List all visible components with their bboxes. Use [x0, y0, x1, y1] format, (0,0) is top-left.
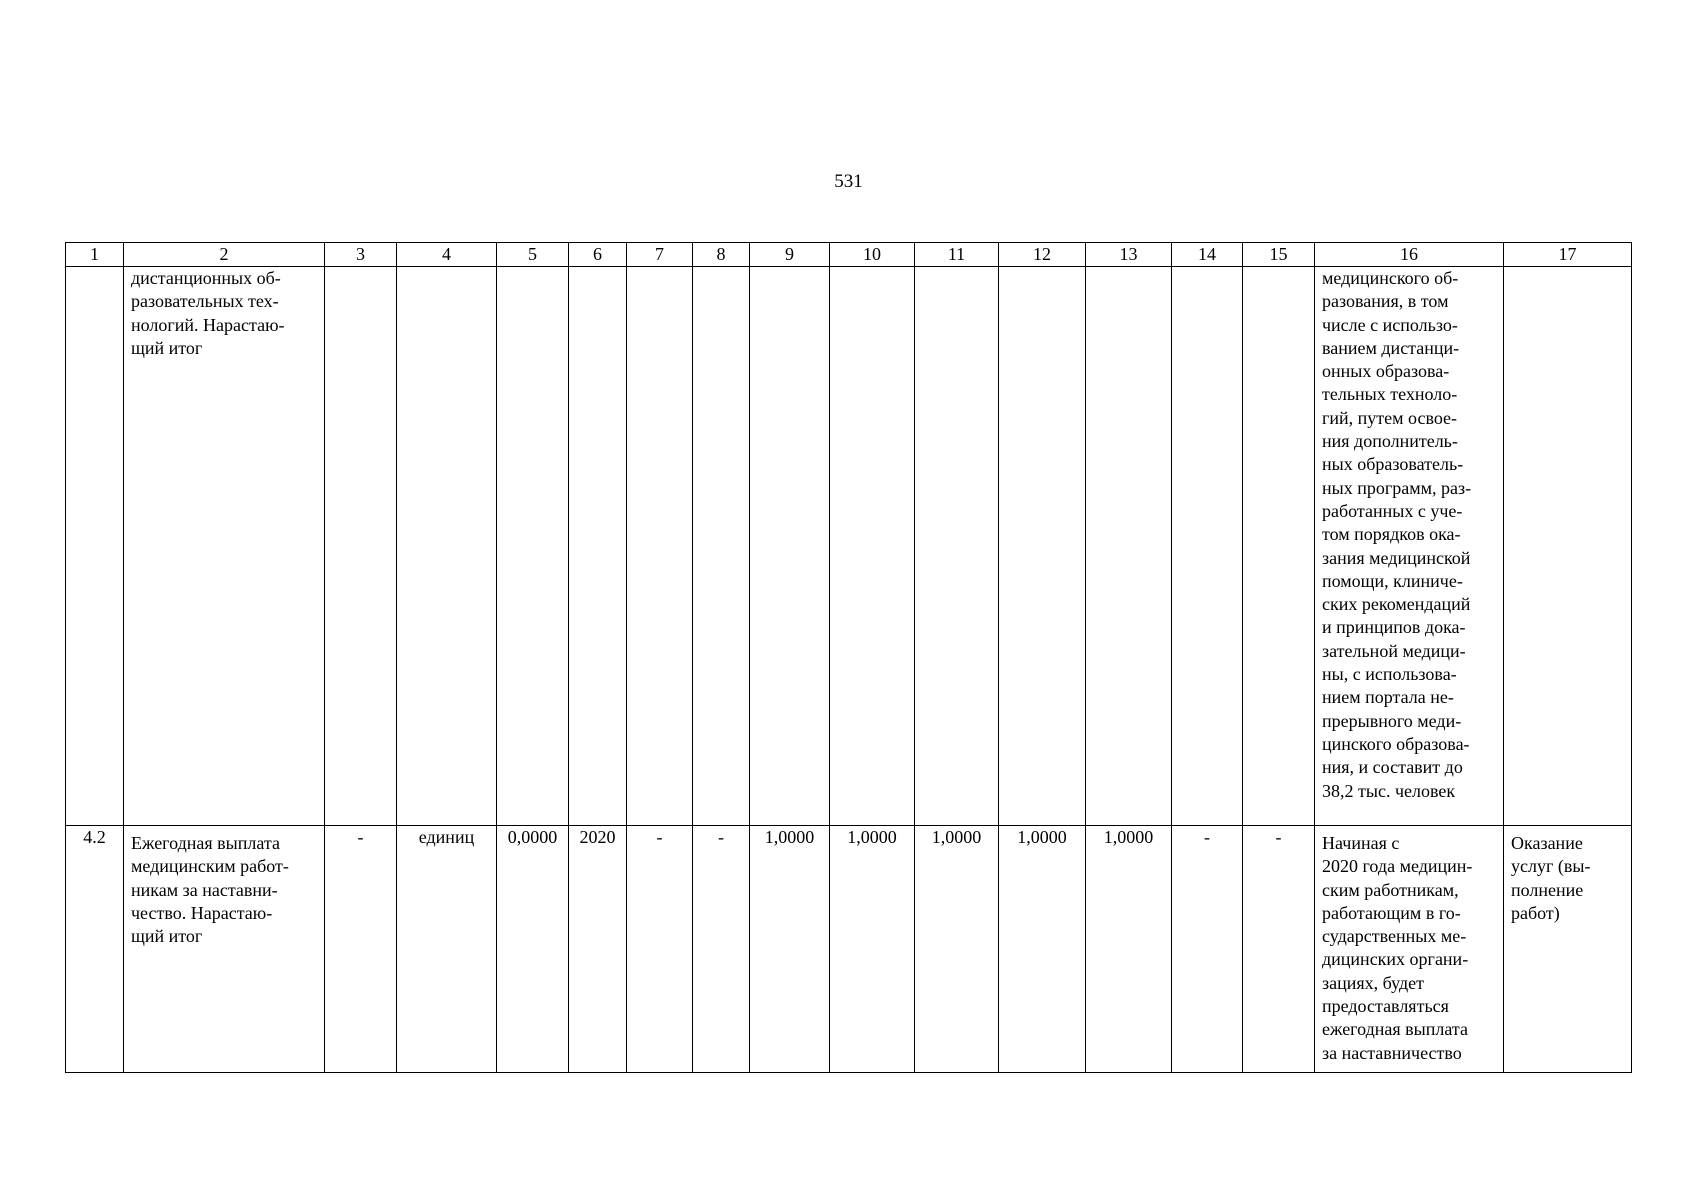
- table-cell: -: [693, 826, 750, 1073]
- table-cell: Ежегодная выплата медицинским работ- никам за наставни- чество. Нарастаю- щий итог: [124, 826, 325, 1073]
- table-cell: [325, 267, 397, 826]
- table-cell: 1,0000: [750, 826, 830, 1073]
- table-cell: Начиная с 2020 года медицин- ским работникам, работающим в го- сударственных ме- дицинских органи- зациях, будет предоставляться ежегодная выплата за наставничество: [1315, 826, 1504, 1073]
- table-cell: 0,0000: [497, 826, 569, 1073]
- table-cell: -: [325, 826, 397, 1073]
- table-cell: 1,0000: [830, 826, 915, 1073]
- header-row: [66, 243, 1632, 267]
- col-header: 9: [750, 243, 830, 267]
- col-header: 16: [1315, 243, 1504, 267]
- page-number: 531: [834, 171, 863, 192]
- col-header: 12: [999, 243, 1086, 267]
- col-header: 11: [915, 243, 999, 267]
- col-header: 6: [569, 243, 627, 267]
- table-cell: -: [1243, 826, 1315, 1073]
- col-header: 10: [830, 243, 915, 267]
- table-cell: 2020: [569, 826, 627, 1073]
- col-header: 1: [66, 243, 124, 267]
- table-cell: 1,0000: [999, 826, 1086, 1073]
- table-cell: [397, 267, 497, 826]
- table-cell: [830, 267, 915, 826]
- col-header: 5: [497, 243, 569, 267]
- table-cell: [1172, 267, 1243, 826]
- col-header: 3: [325, 243, 397, 267]
- table-row: [66, 267, 1632, 826]
- col-header: 15: [1243, 243, 1315, 267]
- table-cell: единиц: [397, 826, 497, 1073]
- table-cell: [750, 267, 830, 826]
- table-cell: Оказание услуг (вы- полнение работ): [1504, 826, 1632, 1073]
- table-cell: [1504, 267, 1632, 826]
- data-table: [65, 242, 1632, 1073]
- table-cell: [999, 267, 1086, 826]
- col-header: 4: [397, 243, 497, 267]
- table-cell: дистанционных об- разовательных тех- нологий. Нарастаю- щий итог: [124, 267, 325, 826]
- col-header: 17: [1504, 243, 1632, 267]
- table-cell: медицинского об- разования, в том числе с использо- ванием дистанци- онных образова- тельных техноло- гий, путем освое- ния дополнитель- ных образователь- ных программ, раз- работанных с уче- том порядков ока- зания медицинской помощи, клиниче- ских рекомендаций и принципов дока- зательной медици- ны, с использова- нием портала не- прерывного меди- цинского образова- ния, и составит до 38,2 тыс. человек: [1315, 267, 1504, 826]
- table-cell: [66, 267, 124, 826]
- table-cell: 1,0000: [915, 826, 999, 1073]
- table-cell: -: [627, 826, 693, 1073]
- table-cell: [693, 267, 750, 826]
- col-header: 13: [1086, 243, 1172, 267]
- table-cell: 4.2: [66, 826, 124, 1073]
- col-header: 7: [627, 243, 693, 267]
- table-cell: -: [1172, 826, 1243, 1073]
- col-header: 14: [1172, 243, 1243, 267]
- table-cell: 1,0000: [1086, 826, 1172, 1073]
- col-header: 8: [693, 243, 750, 267]
- table-cell: [569, 267, 627, 826]
- table-cell: [627, 267, 693, 826]
- col-header: 2: [124, 243, 325, 267]
- table-cell: [915, 267, 999, 826]
- table-cell: [1243, 267, 1315, 826]
- table-cell: [497, 267, 569, 826]
- table-row: [66, 826, 1632, 1073]
- table-cell: [1086, 267, 1172, 826]
